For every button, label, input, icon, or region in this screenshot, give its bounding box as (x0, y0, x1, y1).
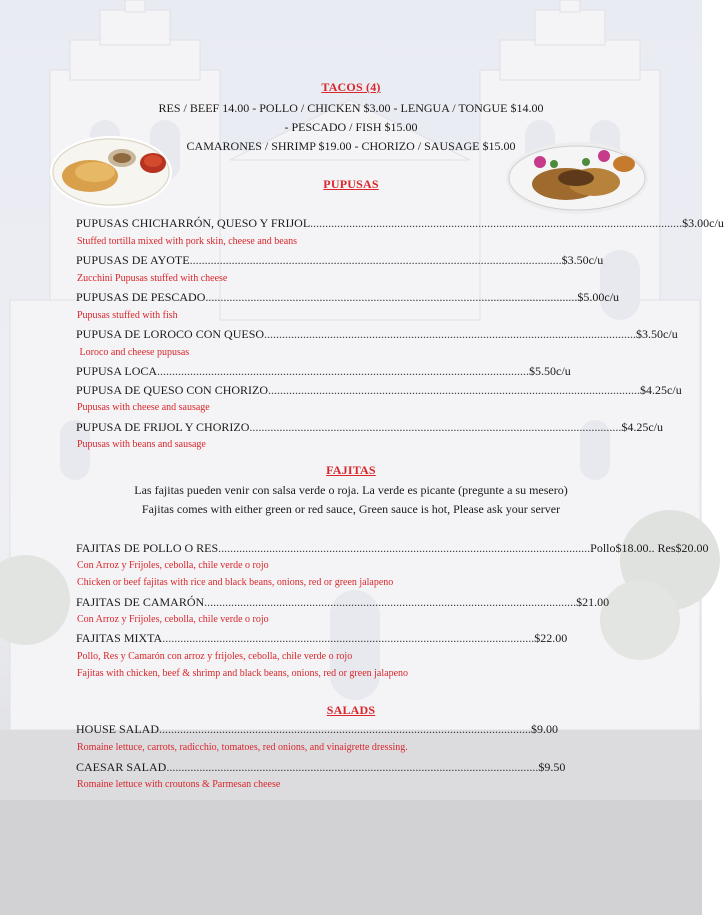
item-name: FAJITAS MIXTA (76, 631, 163, 645)
leader-dots: ............................................................................................................................ (310, 216, 683, 230)
tacos-prices-line-1: RES / BEEF 14.00 - POLLO / CHICKEN $3.00 - LENGUA / TONGUE $14.00 (158, 101, 544, 115)
menu-item-caesar-salad (76, 760, 566, 775)
item-description: Stuffed tortilla mixed with pork skin, cheese and beans (77, 236, 298, 247)
item-name: CAESAR SALAD (76, 760, 167, 774)
item-price: $5.50c/u (529, 364, 571, 378)
leader-dots: ............................................................................................................................ (205, 290, 578, 304)
item-name: PUPUSA DE LOROCO CON QUESO (76, 327, 265, 341)
item-price: $4.25c/u (640, 383, 682, 397)
item-description: Romaine lettuce with croutons & Parmesan cheese (77, 779, 281, 790)
menu-item-pupusas-chicharron (76, 216, 724, 231)
item-description-spanish: Con Arroz y Frijoles, cebolla, chile verde o rojo (77, 614, 269, 625)
fajitas-heading: FAJITAS (326, 463, 376, 477)
item-price: $3.50c/u (561, 253, 604, 267)
item-description: Romaine lettuce, carrots, radicchio, tomatoes, red onions, and vinaigrette dressing. (77, 742, 408, 753)
leader-dots: ............................................................................................................................ (159, 722, 532, 736)
item-name: PUPUSA DE QUESO CON CHORIZO (76, 383, 269, 397)
leader-dots: ............................................................................................................................ (189, 253, 562, 267)
item-description: Zucchini Pupusas stuffed with cheese (77, 273, 228, 284)
leader-dots: ............................................................................................................................ (268, 383, 641, 397)
menu-item-house-salad (76, 722, 559, 737)
leader-dots: ............................................................................................................................ (264, 327, 637, 341)
menu-item-pupusa-loroco (76, 327, 678, 342)
menu-item-pupusa-loca (76, 364, 571, 379)
menu-item-pupusa-frijol-chorizo (76, 420, 664, 435)
tacos-heading: TACOS (4) (321, 80, 381, 94)
item-name: PUPUSAS CHICHARRÓN, QUESO Y FRIJOL (76, 216, 311, 230)
item-price: $9.00 (531, 722, 559, 736)
leader-dots: ............................................................................................................................ (249, 420, 622, 434)
item-price: Pollo$18.00.. Res$20.00 (590, 541, 709, 555)
item-name: PUPUSAS DE PESCADO (76, 290, 206, 304)
leader-dots: ............................................................................................................................ (157, 364, 530, 378)
fajitas-note-english: Fajitas comes with either green or red sauce, Green sauce is hot, Please ask your server (141, 502, 561, 516)
item-name: HOUSE SALAD (76, 722, 160, 736)
salads-heading: SALADS (326, 703, 376, 717)
item-description: Pupusas stuffed with fish (77, 310, 178, 321)
menu-item-fajitas-mixta (76, 631, 568, 646)
item-description: Loroco and cheese pupusas (77, 347, 190, 358)
item-price: $9.50 (538, 760, 566, 774)
leader-dots: ............................................................................................................................ (218, 541, 591, 555)
item-price: $5.00c/u (577, 290, 620, 304)
item-description: Pupusas with beans and sausage (77, 439, 206, 450)
item-description-spanish: Pollo, Res y Camarón con arroz y frijoles, cebolla, chile verde o rojo (77, 651, 353, 662)
tacos-prices-line-2: - PESCADO / FISH $15.00 (284, 120, 418, 134)
menu-item-pupusas-pescado (76, 290, 620, 305)
item-name: PUPUSA LOCA (76, 364, 158, 378)
item-description-english: Chicken or beef fajitas with rice and black beans, onions, red or green jalapeno (77, 577, 394, 588)
item-name: FAJITAS DE POLLO O RES (76, 541, 219, 555)
menu-item-pupusas-ayote (76, 253, 604, 268)
item-price: $22.00 (534, 631, 568, 645)
menu-item-fajitas-camaron (76, 595, 610, 610)
leader-dots: ............................................................................................................................ (204, 595, 577, 609)
item-description-english: Fajitas with chicken, beef & shrimp and black beans, onions, red or green jalapeno (77, 668, 409, 679)
pupusas-heading: PUPUSAS (323, 177, 379, 191)
menu-item-pupusa-queso-chorizo (76, 383, 682, 398)
item-name: PUPUSAS DE AYOTE (76, 253, 190, 267)
item-name: FAJITAS DE CAMARÓN (76, 595, 205, 609)
item-price: $3.50c/u (636, 327, 678, 341)
item-name: PUPUSA DE FRIJOL Y CHORIZO (76, 420, 250, 434)
leader-dots: ............................................................................................................................ (166, 760, 539, 774)
item-description-spanish: Con Arroz y Frijoles, cebolla, chile verde o rojo (77, 560, 269, 571)
menu-item-fajitas-pollo-res (76, 541, 709, 556)
item-price: $3.00c/u (682, 216, 724, 230)
item-description: Pupusas with cheese and sausage (77, 402, 210, 413)
tacos-prices-line-3: CAMARONES / SHRIMP $19.00 - CHORIZO / SAUSAGE $15.00 (186, 139, 516, 153)
item-price: $21.00 (576, 595, 610, 609)
item-price: $4.25c/u (621, 420, 664, 434)
fajitas-note-spanish: Las fajitas pueden venir con salsa verde o roja. La verde es picante (pregunte a su mesero) (134, 483, 568, 497)
leader-dots: ............................................................................................................................ (162, 631, 535, 645)
